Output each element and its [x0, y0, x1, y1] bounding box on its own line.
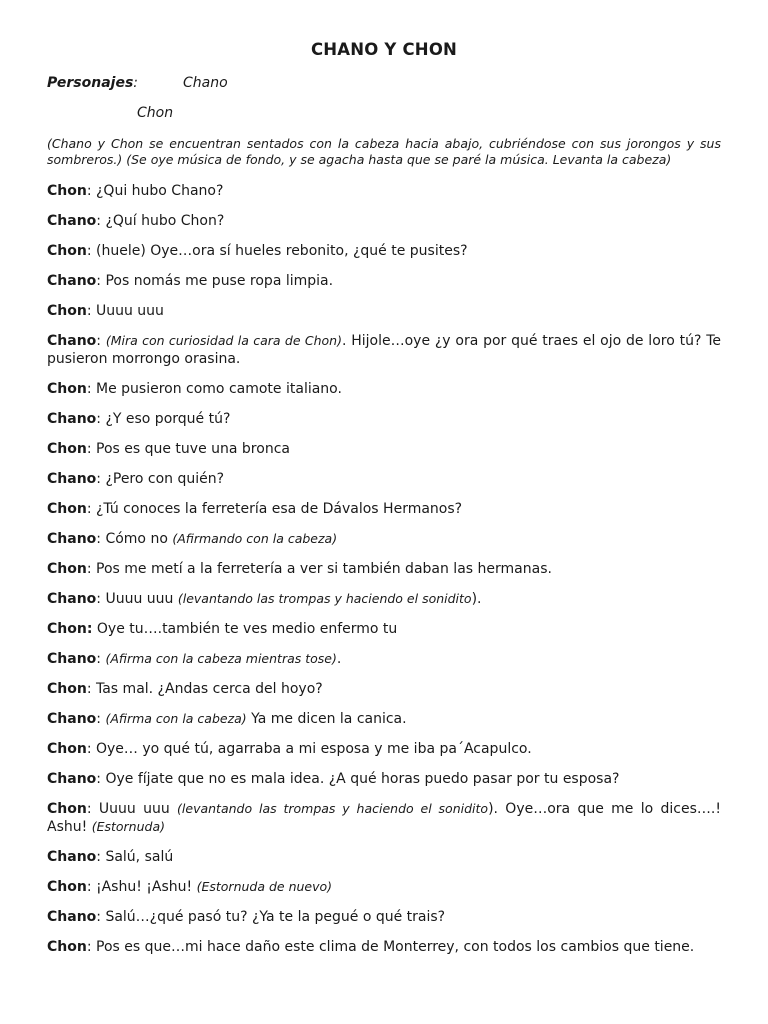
- dialogue-line: [47, 710, 721, 728]
- intro-stage-direction: (Chano y Chon se encuentran sentados con la cabeza hacia abajo, cubriéndose con sus jorongos y sus sombreros.) (Se oye música de fondo, y se agacha hasta que se paré la música. Levanta la cabeza): [47, 136, 721, 167]
- speaker-name: Chon: [47, 441, 87, 457]
- speaker-name: Chon: [47, 879, 87, 895]
- speaker-name: Chano: [47, 771, 97, 787]
- speaker-name: Chano: [47, 273, 97, 289]
- line-text: : Tas mal. ¿Andas cerca del hoyo?: [86, 681, 323, 697]
- dialogue-line: [47, 878, 721, 896]
- stage-direction: (Estornuda): [91, 819, 165, 834]
- speaker-name: Chon: [47, 381, 87, 397]
- line-text: : ¡Ashu! ¡Ashu!: [86, 879, 197, 895]
- line-text: : Cómo no: [96, 531, 173, 547]
- document-title: CHANO Y CHON: [310, 40, 458, 59]
- dialogue-line: [47, 800, 721, 836]
- speaker-name: Chon: [47, 501, 87, 517]
- speaker-name: Chon: [47, 561, 87, 577]
- speaker-name: Chon: [47, 681, 87, 697]
- speaker-name: Chon:: [47, 621, 93, 637]
- dialogue-line: [47, 242, 721, 260]
- dialogue: [47, 182, 721, 956]
- line-text: : Pos nomás me puse ropa limpia.: [96, 273, 334, 289]
- line-text: : ¿Quí hubo Chon?: [96, 213, 225, 229]
- dialogue-line: [47, 740, 721, 758]
- dialogue-line: [47, 302, 721, 320]
- speaker-name: Chano: [47, 711, 97, 727]
- character-name-chano: Chano: [183, 75, 228, 91]
- line-text: Ya me dicen la canica.: [246, 711, 407, 727]
- line-text: : Oye… yo qué tú, agarraba a mi esposa y me iba pa´Acapulco.: [86, 741, 532, 757]
- dialogue-line: [47, 590, 721, 608]
- speaker-name: Chano: [47, 333, 97, 349]
- line-text: Oye tu….también te ves medio enfermo tu: [92, 621, 398, 637]
- dialogue-line: [47, 680, 721, 698]
- line-text: . Hijole…oye ¿y ora por qué traes el ojo de loro tú? Te pusieron morrongo orasina.: [47, 333, 721, 367]
- dialogue-line: [47, 410, 721, 428]
- line-text: : Uuuu uuu: [86, 801, 178, 817]
- speaker-name: Chano: [47, 909, 97, 925]
- dialogue-line: [47, 272, 721, 290]
- dialogue-line: [47, 770, 721, 788]
- speaker-name: Chano: [47, 591, 97, 607]
- speaker-name: Chano: [47, 213, 97, 229]
- stage-direction: (Afirmando con la cabeza): [172, 531, 338, 546]
- dialogue-line: [47, 848, 721, 866]
- line-text: :: [96, 333, 106, 349]
- speaker-name: Chano: [47, 651, 97, 667]
- line-text: : ¿Tú conoces la ferretería esa de Dávalos Hermanos?: [86, 501, 463, 517]
- dialogue-line: [47, 380, 721, 398]
- speaker-name: Chon: [47, 183, 87, 199]
- stage-direction: (levantando las trompas y haciendo el sonidito: [177, 591, 472, 606]
- stage-direction: (Afirma con la cabeza): [105, 711, 247, 726]
- speaker-name: Chano: [47, 411, 97, 427]
- dialogue-line: [47, 938, 721, 956]
- dialogue-line: [47, 620, 721, 638]
- dialogue-line: [47, 560, 721, 578]
- line-text: : Salú…¿qué pasó tu? ¿Ya te la pegué o qué trais?: [96, 909, 446, 925]
- dialogue-line: [47, 182, 721, 200]
- line-text: : Uuuu uuu: [96, 591, 178, 607]
- dialogue-line: [47, 530, 721, 548]
- stage-direction: (Mira con curiosidad la cara de Chon): [105, 333, 342, 348]
- line-text: :: [96, 651, 106, 667]
- speaker-name: Chon: [47, 741, 87, 757]
- speaker-name: Chano: [47, 849, 97, 865]
- dialogue-line: [47, 440, 721, 458]
- line-text: : ¿Y eso porqué tú?: [96, 411, 231, 427]
- line-text: : Pos es que…mi hace daño este clima de Monterrey, con todos los cambios que tiene.: [86, 939, 695, 955]
- dialogue-line: [47, 332, 721, 368]
- stage-direction: (levantando las trompas y haciendo el sonidito: [177, 801, 489, 816]
- line-text: :: [96, 711, 106, 727]
- dialogue-line: [47, 908, 721, 926]
- line-text: : Salú, salú: [96, 849, 174, 865]
- dialogue-line: [47, 212, 721, 230]
- line-text: : Pos es que tuve una bronca: [86, 441, 290, 457]
- speaker-name: Chon: [47, 939, 87, 955]
- line-text: : (huele) Oye…ora sí hueles rebonito, ¿qué te pusites?: [86, 243, 468, 259]
- line-text: : Uuuu uuu: [86, 303, 164, 319]
- dialogue-line: [47, 470, 721, 488]
- speaker-name: Chon: [47, 243, 87, 259]
- line-text: : Pos me metí a la ferretería a ver si también daban las hermanas.: [86, 561, 552, 577]
- dialogue-line: [47, 500, 721, 518]
- line-text: : ¿Qui hubo Chano?: [86, 183, 224, 199]
- line-text: .: [336, 651, 342, 667]
- character-name-chon: Chon: [137, 105, 174, 121]
- characters-row: [47, 72, 721, 94]
- dialogue-line: [47, 650, 721, 668]
- speaker-name: Chano: [47, 531, 97, 547]
- speaker-name: Chon: [47, 303, 87, 319]
- line-text: : Oye fíjate que no es mala idea. ¿A qué horas puedo pasar por tu esposa?: [96, 771, 620, 787]
- speaker-name: Chano: [47, 471, 97, 487]
- line-text: ). Oye…ora que me lo dices….! Ashu!: [47, 801, 721, 835]
- characters-label: Personajes:: [47, 75, 138, 91]
- characters-row-second: [47, 102, 721, 124]
- line-text: : Me pusieron como camote italiano.: [86, 381, 342, 397]
- line-text: : ¿Pero con quién?: [96, 471, 225, 487]
- speaker-name: Chon: [47, 801, 87, 817]
- stage-direction: (Afirma con la cabeza mientras tose): [105, 651, 337, 666]
- line-text: ).: [471, 591, 482, 607]
- stage-direction: (Estornuda de nuevo): [196, 879, 333, 894]
